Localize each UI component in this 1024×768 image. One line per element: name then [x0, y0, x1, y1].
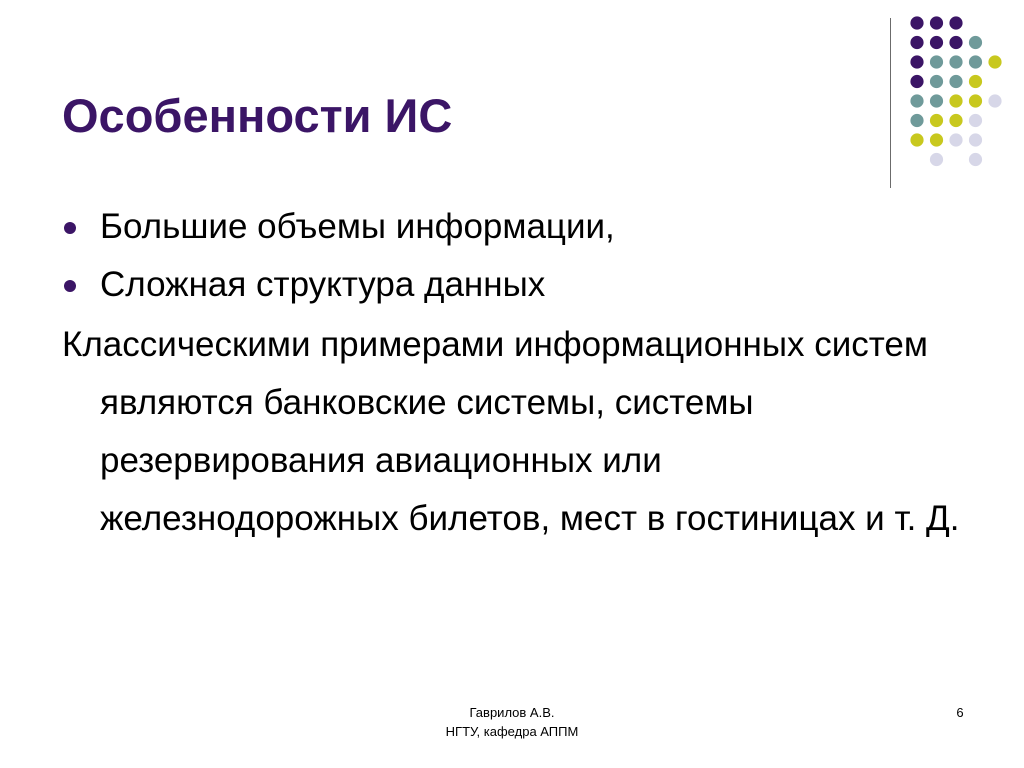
decor-dot [930, 114, 943, 127]
decor-dot [930, 153, 943, 166]
decor-dot [949, 75, 962, 88]
footer-author-block [0, 703, 1024, 741]
decor-dot [910, 133, 923, 146]
decor-dot [969, 94, 982, 107]
decor-dot [949, 114, 962, 127]
bullet-item [62, 256, 962, 314]
body-paragraph: Классическими примерами информационных систем являются банковские системы, системы резервирования авиационных или железнодорожных билетов, мест в гостиницах и т. Д. [62, 325, 960, 538]
decor-dot [949, 16, 962, 29]
bullet-dot-icon [64, 280, 76, 292]
title-divider-line [890, 18, 891, 188]
decor-dot [910, 55, 923, 68]
slide-body [62, 198, 962, 548]
decor-dot [930, 94, 943, 107]
decor-dot [988, 94, 1001, 107]
page-number: 6 [956, 705, 964, 720]
decor-dot [930, 55, 943, 68]
footer-author: Гаврилов А.В. [469, 705, 555, 720]
decor-dot [949, 36, 962, 49]
decor-dot [969, 36, 982, 49]
bullet-item [62, 198, 962, 256]
decor-dot [949, 55, 962, 68]
decor-dot [969, 75, 982, 88]
decor-dot [969, 133, 982, 146]
decor-dot [969, 55, 982, 68]
decor-dot [949, 133, 962, 146]
decor-dot [930, 16, 943, 29]
decor-dot [910, 36, 923, 49]
slide-title: Особенности ИС [62, 89, 453, 142]
decor-dot [910, 94, 923, 107]
bullet-text: Большие объемы информации, [100, 207, 615, 246]
decor-dot [988, 55, 1001, 68]
decor-dot [910, 16, 923, 29]
decor-dot [930, 36, 943, 49]
decor-dot [969, 153, 982, 166]
decor-dot [969, 114, 982, 127]
decor-dot [930, 75, 943, 88]
decor-dot [949, 94, 962, 107]
decor-dot [910, 75, 923, 88]
decor-dot [910, 114, 923, 127]
bullet-text: Сложная структура данных [100, 265, 546, 304]
bullet-dot-icon [64, 222, 76, 234]
footer-department: НГТУ, кафедра АППМ [445, 724, 579, 739]
decor-dot [930, 133, 943, 146]
